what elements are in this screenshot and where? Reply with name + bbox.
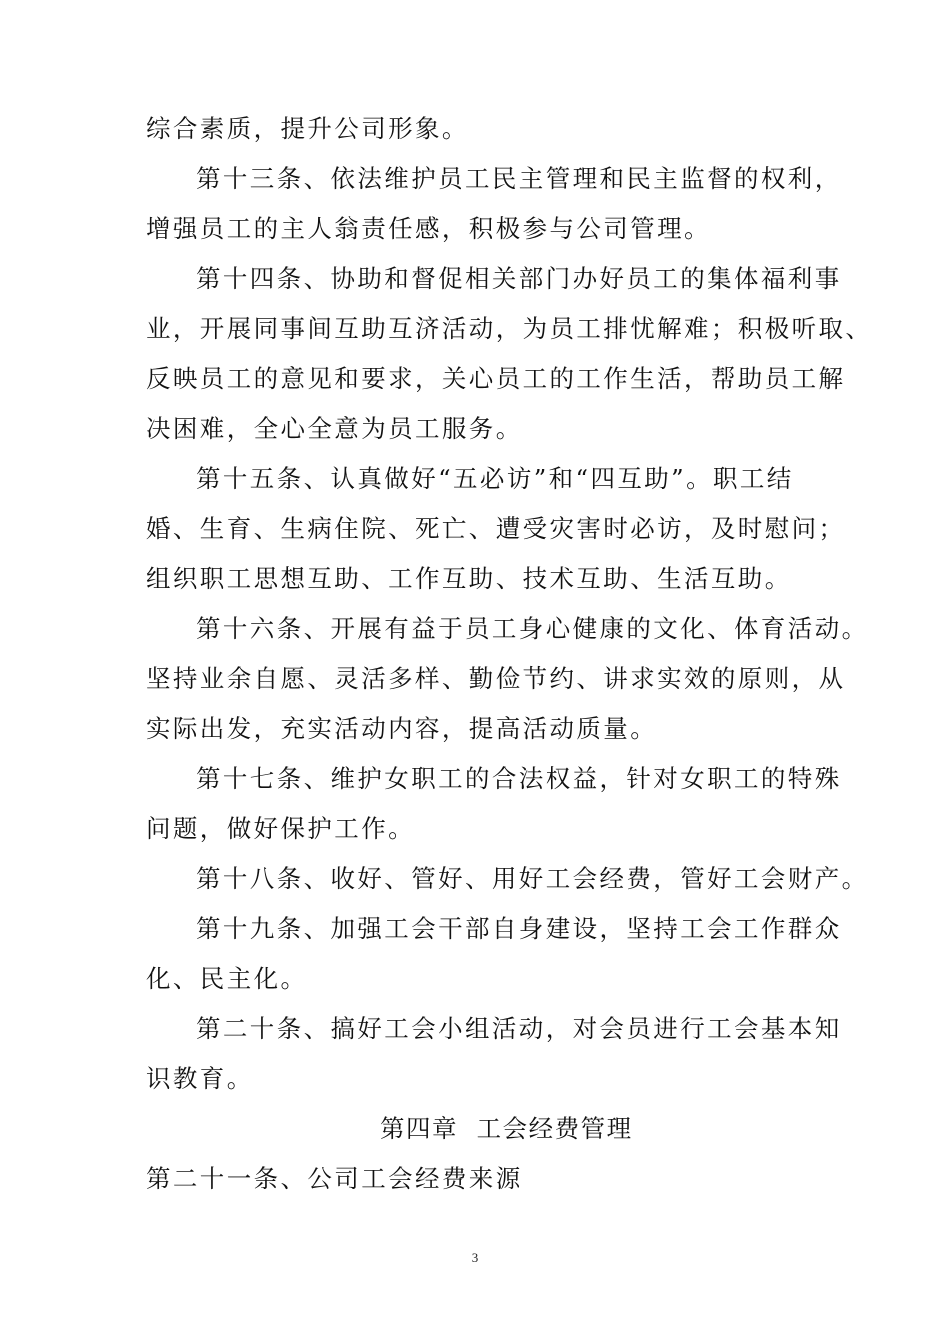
article-13-line-1: 第十三条、依法维护员工民主管理和民主监督的权利， [196, 164, 842, 193]
article-18-line-1: 第十八条、收好、管好、用好工会经费，管好工会财产。 [196, 864, 869, 893]
article-17-line-1: 第十七条、维护女职工的合法权益，针对女职工的特殊 [196, 764, 842, 793]
article-14-line-2: 业，开展同事间互助互济活动，为员工排忧解难；积极听取、 [146, 314, 873, 343]
article-20-line-2: 识教育。 [146, 1064, 254, 1093]
article-19-line-2: 化、民主化。 [146, 964, 308, 993]
article-21-heading: 第二十一条、公司工会经费来源 [146, 1164, 523, 1193]
article-16-line-1: 第十六条、开展有益于员工身心健康的文化、体育活动。 [196, 614, 869, 643]
page-number: 3 [471, 1250, 479, 1265]
article-16-line-3: 实际出发，充实活动内容，提高活动质量。 [146, 714, 658, 743]
article-14-line-4: 决困难，全心全意为员工服务。 [146, 414, 523, 443]
article-15-line-3: 组织职工思想互助、工作互助、技术互助、生活互助。 [146, 564, 792, 593]
article-19-line-1: 第十九条、加强工会干部自身建设，坚持工会工作群众 [196, 914, 842, 943]
article-14-line-1: 第十四条、协助和督促相关部门办好员工的集体福利事 [196, 264, 842, 293]
article-15-line-2: 婚、生育、生病住院、死亡、遭受灾害时必访，及时慰问； [146, 514, 846, 543]
article-20-line-1: 第二十条、搞好工会小组活动，对会员进行工会基本知 [196, 1014, 842, 1043]
article-17-line-2: 问题，做好保护工作。 [146, 814, 415, 843]
article-15-line-1: 第十五条、认真做好“五必访”和“四互助”。职工结 [196, 464, 794, 493]
text-line-1: 综合素质，提升公司形象。 [146, 114, 469, 143]
article-13-line-2: 增强员工的主人翁责任感，积极参与公司管理。 [146, 214, 711, 243]
chapter-heading: 第四章 工会经费管理 [380, 1114, 633, 1143]
article-14-line-3: 反映员工的意见和要求，关心员工的工作生活，帮助员工解 [146, 364, 846, 393]
article-16-line-2: 坚持业余自愿、灵活多样、勤俭节约、讲求实效的原则，从 [146, 664, 846, 693]
